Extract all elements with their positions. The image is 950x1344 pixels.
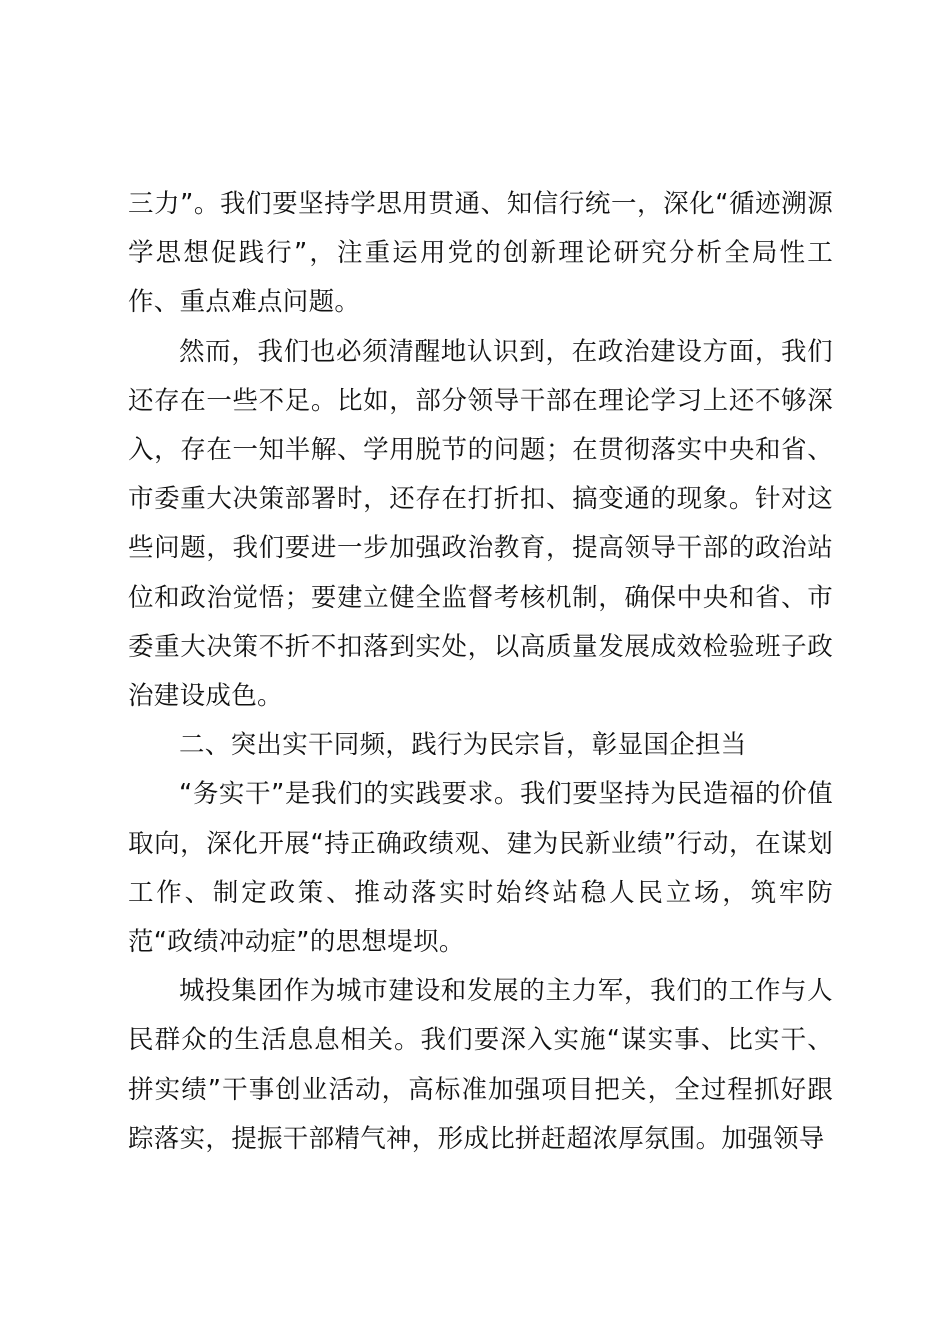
paragraph-continuation: 三力”。我们要坚持学思用贯通、知信行统一，深化“循迹溯源学思想促践行”，注重运用党的创新理论研究分析全局性工作、重点难点问题。 [128, 189, 833, 318]
paragraph-city-investment-group: 城投集团作为城市建设和发展的主力军，我们的工作与人民群众的生活息息相关。我们要深入实施“谋实事、比实干、拼实绩”干事创业活动，高标准加强项目把关，全过程抓好跟踪落实，提振干部精气神，形成比拼赶超浓厚氛围。加强领导 [128, 976, 833, 1154]
document-body [128, 180, 833, 1164]
section-heading-2: 二、突出实干同频，践行为民宗旨，彰显国企担当 [179, 730, 747, 761]
paragraph-practical-requirement: “务实干”是我们的实践要求。我们要坚持为民造福的价值取向，深化开展“持正确政绩观、建为民新业绩”行动，在谋划工作、制定政策、推动落实时始终站稳人民立场，筑牢防范“政绩冲动症”的思想堤坝。 [128, 779, 833, 958]
paragraph-shortcomings: 然而，我们也必须清醒地认识到，在政治建设方面，我们还存在一些不足。比如，部分领导干部在理论学习上还不够深入，存在一知半解、学用脱节的问题；在贯彻落实中央和省、市委重大决策部署时，还存在打折扣、搞变通的现象。针对这些问题，我们要进一步加强政治教育，提高领导干部的政治站位和政治觉悟；要建立健全监督考核机制，确保中央和省、市委重大决策不折不扣落到实处，以高质量发展成效检验班子政治建设成色。 [128, 336, 833, 712]
